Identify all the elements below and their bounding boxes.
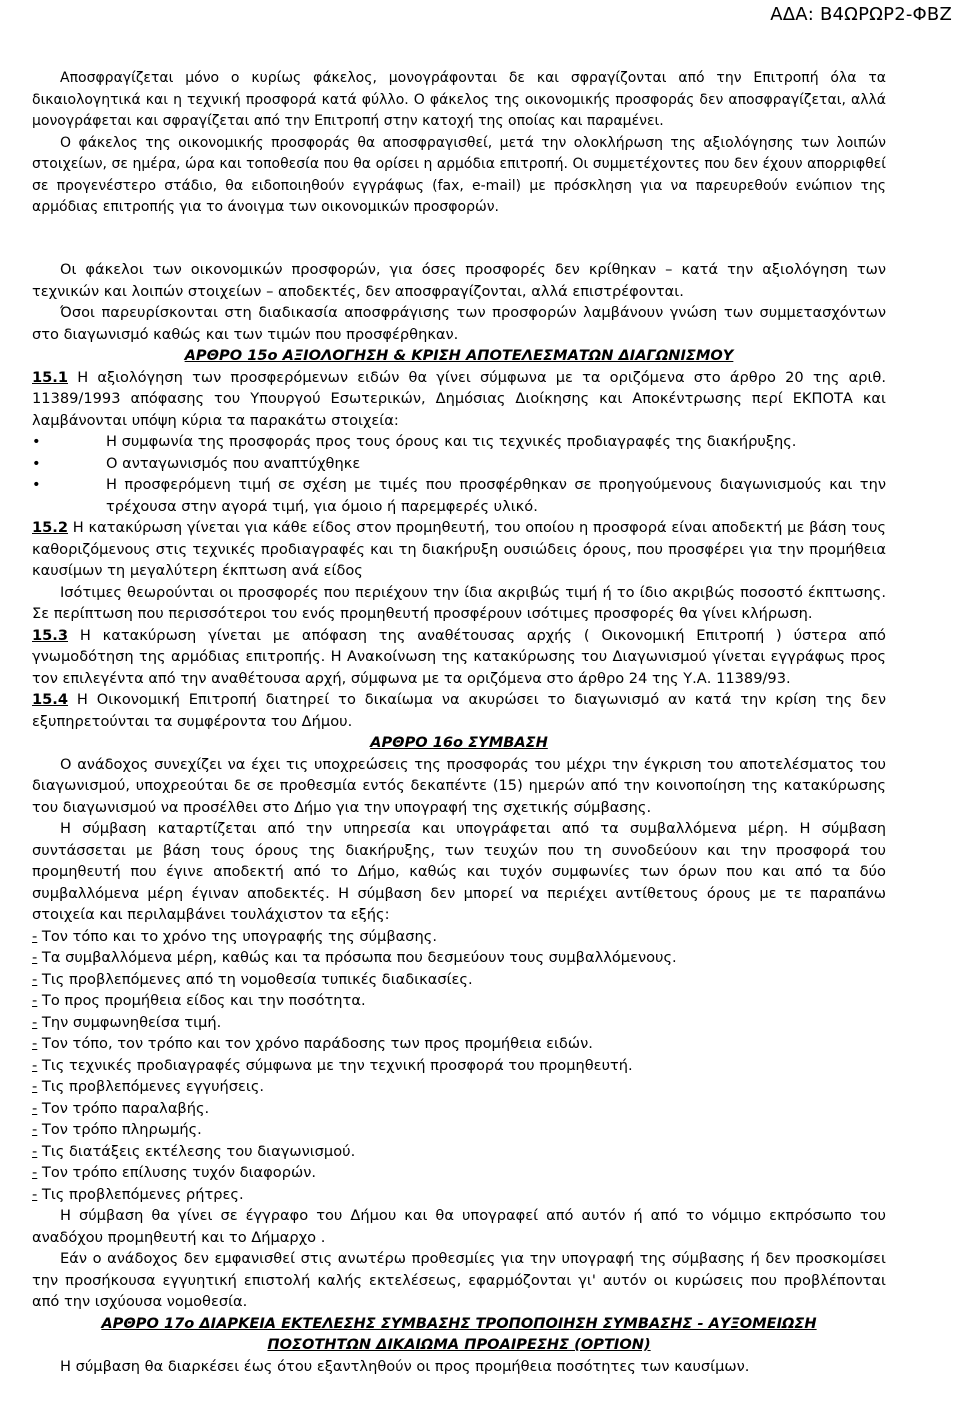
dash-marker: - [32,1185,38,1203]
contract-term-text: Τις προβλεπόμενες ρήτρες. [37,1185,244,1203]
dash-marker: - [32,1121,38,1138]
contract-term-text: Τις προβλεπόμενες εγγυήσεις. [37,1078,265,1095]
criteria-bullet [32,474,886,517]
paragraph-attendees: Όσοι παρευρίσκονται στη διαδικασία αποσφράγισης των προσφορών λαμβάνουν γνώση των συμμετασχόντων στο διαγωνισμό καθώς και των τιμών που προσφέρθηκαν. [32,304,886,343]
contract-term-text: Τον τόπο, τον τρόπο και τον χρόνο παράδοσης των προς προμήθεια ειδών. [37,1035,593,1052]
contract-term-text: Τα συμβαλλόμενα μέρη, καθώς και τα πρόσωπα που δεσμεύουν τους συμβαλλόμενους. [37,949,677,966]
contract-term-item [32,1055,886,1077]
contract-term-item [32,1119,886,1141]
bullet-text: Ο ανταγωνισμός που αναπτύχθηκε [106,454,361,472]
contract-term-text: Τις τεχνικές προδιαγραφές σύμφωνα με την τεχνική προσφορά του προμηθευτή. [37,1056,633,1074]
bullet-text: Η προσφερόμενη τιμή σε σχέση με τιμές που προσφέρθηκαν σε προηγούμενους διαγωνισμούς και την τρέχουσα στην αγορά τιμή, για όμοιο ή παρεμφερές υλικό. [106,476,886,515]
contract-term-text: Τον τόπο και το χρόνο της υπογραφής της σύμβασης. [37,927,437,945]
contract-term-item [32,1162,886,1184]
clause-15-2 [32,517,886,582]
paragraph-contract-signing: Η σύμβαση θα γίνει σε έγγραφο του Δήμου και θα υπογραφεί από αυτόν ή από το νόμιμο εκπρόσωπο του αναδόχου προμηθευτή και το Δήμαρχο . [32,1207,886,1246]
contract-term-item [32,990,886,1012]
dash-marker: - [32,1035,38,1052]
document-body [32,259,886,1377]
dash-marker: - [32,970,38,988]
clause-number: 15.1 [32,368,69,386]
contract-term-item [32,1076,886,1098]
dash-marker: - [32,992,38,1009]
dash-marker: - [32,1056,38,1074]
contract-term-text: Τον τρόπο πληρωμής. [37,1121,202,1138]
article-17-heading-continued: ΠΟΣΟΤΗΤΩΝ ΔΙΚΑΙΩΜΑ ΠΡΟΑΙΡΕΣΗΣ (ΟΡΤΙΟΝ) [267,1336,651,1353]
clause-text: Η κατακύρωση γίνεται με απόφαση της αναθέτουσας αρχής ( Οικονομική Επιτροπή ) ύστερα από γνωμοδότηση της αρμόδιας επιτροπής. Η Ανακοίνωση της κατακύρωσης του Διαγωνισμού γίνεται εγγράφως προς τον επιλεγέντα από την αναθέτουσα αρχή, σύμφωνα με τα οριζόμενα στο άρθρο 24 της Υ.Α. 11389/93. [32,626,886,687]
contract-term-text: Τον τρόπο επίλυσης τυχόν διαφορών. [37,1164,316,1181]
paragraph-contract-drafting: Η σύμβαση καταρτίζεται από την υπηρεσία και υπογράφεται από τα συμβαλλόμενα μέρη. Η σύμβαση συντάσσεται με βάση τους όρους της διακήρυξης, των τευχών που τη συνοδεύουν και την προσφορά του προμηθευτή που έγινε αποδεκτή από το Δήμο, καθώς και τυχόν συμφωνίες των όρων που και από τα δύο συμβαλλόμενα μέρη έγιναν αποδεκτές. Η σύμβαση δεν μπορεί να περιέχει αντίθετους όρους με τε παραπάνω στοιχεία και περιλαμβάνει τουλάχιστον τα εξής: [32,820,886,923]
dash-marker: - [32,1078,38,1095]
contract-term-item [32,1033,886,1055]
clause-15-1 [32,367,886,432]
clause-number: 15.4 [32,691,69,708]
paragraph-financial-envelope: Ο φάκελος της οικονομικής προσφοράς θα αποσφραγισθεί, μετά την ολοκλήρωση της αξιολόγησης των λοιπών στοιχείων, σε ημέρα, ώρα και τοποθεσία που θα ορίσει η αρμόδια επιτροπή. Οι συμμετέχοντες που δεν έχουν απορριφθεί σε προγενέστερο στάδιο, θα ειδοποιηθούν εγγράφως (fax, e-mail) με πρόσκληση για να παρευρεθούν ενώπιον της αρμόδιας επιτροπής για το άνοιγμα των οικονομικών προσφορών. [32,134,886,215]
contract-term-text: Τις διατάξεις εκτέλεσης του διαγωνισμού. [37,1142,356,1160]
clause-text: Η αξιολόγηση των προσφερόμενων ειδών θα γίνει σύμφωνα με τα οριζόμενα στο άρθρο 20 της αριθ. 11389/1993 απόφασης του Υπουργού Εσωτερικών, Δημόσιας Διοίκησης και Αποκέντρωσης περί ΕΚΠΟΤΑ και λαμβάνονται υπόψη κύρια τα παρακάτω στοιχεία: [32,368,886,429]
document-block-1 [32,68,886,219]
clause-number: 15.3 [32,626,69,644]
dash-marker: - [32,1099,38,1117]
clause-text: Η κατακύρωση γίνεται για κάθε είδος στον προμηθευτή, του οποίου η προσφορά είναι αποδεκτή με βάση τους καθοριζόμενους στις τεχνικές προδιαγραφές και τη διακήρυξη ουσιώδεις όρους, που προσφέρει για την προμήθεια καυσίμων τη μεγαλύτερη έκπτωση ανά είδος [32,519,886,579]
paragraph-envelope-opening: Αποσφραγίζεται μόνο ο κυρίως φάκελος, μονογράφονται δε και σφραγίζονται από την Επιτροπή όλα τα δικαιολογητικά και η τεχνική προσφορά κατά φύλλο. Ο φάκελος της οικονομικής προσφοράς δεν αποσφραγίζεται, αλλά μονογράφεται και σφραγίζεται από την Επιτροπή στην κατοχή της οποίας και παραμένει. [32,70,886,129]
contract-term-text: Τις προβλεπόμενες από τη νομοθεσία τυπικές διαδικασίες. [37,970,473,988]
contract-term-item [32,1141,886,1163]
contract-term-text: Το προς προμήθεια είδος και την ποσότητα. [37,992,366,1009]
dash-marker: - [32,927,38,945]
ada-identifier: ΑΔΑ: Β4ΩΡΩΡ2-ΦΒΖ [770,4,952,25]
contract-term-item [32,1012,886,1034]
bullet-icon: • [32,454,41,472]
clause-15-4 [32,689,886,732]
dash-marker: - [32,1164,38,1181]
paragraph-contractor-obligations: Ο ανάδοχος συνεχίζει να έχει τις υποχρεώσεις της προσφοράς του μέχρι την έγκριση του αποτελέσματος του διαγωνισμού, υποχρεούται δε σε προθεσμία εντός δεκαπέντε (15) ημερών από την κοινοποίηση της κατακύρωσης του διαγωνισμού να προσέλθει στο Δήμο για την υπογραφή της σχετικής σύμβασης. [32,755,886,816]
dash-marker: - [32,949,38,966]
paragraph-rejected-offers: Οι φάκελοι των οικονομικών προσφορών, για όσες προσφορές δεν κρίθηκαν – κατά την αξιολόγηση των τεχνικών και λοιπών στοιχείων – αποδεκτές, δεν αποσφραγίζονται, αλλά επιστρέφονται. [32,261,886,300]
dash-marker: - [32,1142,38,1160]
criteria-bullet [32,431,886,453]
bullet-icon: • [32,476,41,493]
contract-term-text: Την συμφωνηθείσα τιμή. [37,1013,222,1031]
criteria-bullet [32,453,886,475]
dash-marker: - [32,1013,38,1031]
bullet-text: Η συμφωνία της προσφοράς προς τους όρους και τις τεχνικές προδιαγραφές της διακήρυξης. [106,433,797,450]
article-17-heading: ΑΡΘΡΟ 17ο ΔΙΑΡΚΕΙΑ ΕΚΤΕΛΕΣΗΣ ΣΥΜΒΑΣΗΣ ΤΡΟΠΟΠΟΙΗΣΗ ΣΥΜΒΑΣΗΣ - ΑΥΞΟΜΕΙΩΣΗ [101,1314,817,1332]
article-16-heading: ΑΡΘΡΟ 16ο ΣΥΜΒΑΣΗ [370,734,548,751]
bullet-icon: • [32,433,41,450]
paragraph-equal-offers: Ισότιμες θεωρούνται οι προσφορές που περιέχουν την ίδια ακριβώς τιμή ή το ίδιο ακριβώς ποσοστό έκπτωσης. Σε περίπτωση που περισσότεροι του ενός προμηθευτή προσφέρουν ισότιμες προσφορές θα γίνει κλήρωση. [32,583,886,622]
contract-term-item [32,947,886,969]
paragraph-contractor-absence: Εάν ο ανάδοχος δεν εμφανισθεί στις ανωτέρω προθεσμίες για την υπογραφή της σύμβασης ή δεν προσκομίσει την προσήκουσα εγγυητική επιστολή καλής εκτελέσεως, εφαρμόζονται γι' αυτόν οι κυρώσεις που προβλέπονται από την ισχύουσα νομοθεσία. [32,1250,886,1310]
paragraph-contract-duration: Η σύμβαση θα διαρκέσει έως ότου εξαντληθούν οι προς προμήθεια ποσότητες των καυσίμων. [60,1357,750,1375]
clause-text: Η Οικονομική Επιτροπή διατηρεί το δικαίωμα να ακυρώσει το διαγωνισμό αν κατά την κρίση της δεν εξυπηρετούνται τα συμφέροντα του Δήμου. [32,691,886,730]
contract-term-item [32,969,886,991]
clause-number: 15.2 [32,519,69,536]
article-15-heading: ΑΡΘΡΟ 15ο ΑΞΙΟΛΟΓΗΣΗ & ΚΡΙΣΗ ΑΠΟΤΕΛΕΣΜΑΤΩΝ ΔΙΑΓΩΝΙΣΜΟΥ [184,347,734,364]
contract-term-item [32,1098,886,1120]
contract-term-item [32,926,886,948]
contract-term-item [32,1184,886,1206]
contract-term-text: Τον τρόπο παραλαβής. [37,1099,210,1117]
clause-15-3 [32,625,886,690]
